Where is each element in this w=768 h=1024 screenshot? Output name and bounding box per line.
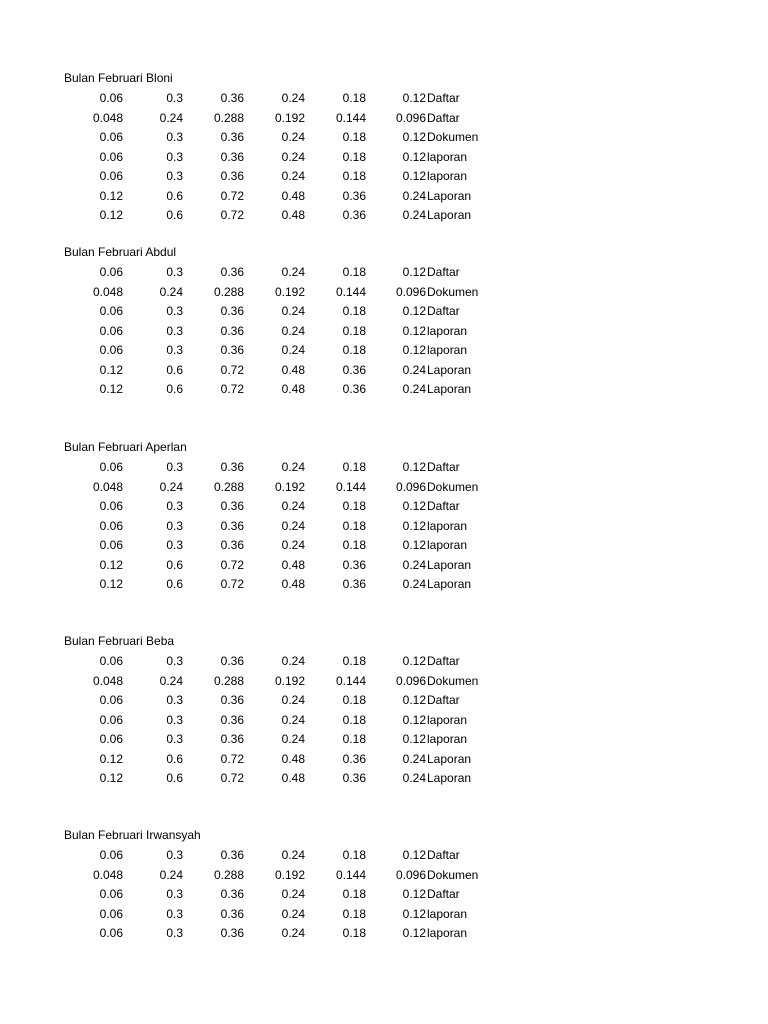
value-cell[interactable]: 0.12: [402, 848, 426, 862]
value-cell[interactable]: 0.288: [213, 284, 244, 299]
table-row: [0, 206, 768, 225]
value-cell[interactable]: 0.6: [166, 382, 183, 396]
value-cell[interactable]: 0.24: [402, 771, 426, 785]
label-cell[interactable]: laporan: [427, 149, 468, 164]
table-row: [0, 711, 768, 730]
value-cell[interactable]: 0.6: [166, 557, 183, 572]
value-cell[interactable]: 0.18: [342, 265, 366, 279]
value-cell[interactable]: 0.24: [281, 732, 305, 746]
value-cell[interactable]: 0.096: [395, 284, 426, 299]
value-cell[interactable]: 0.6: [166, 577, 183, 591]
value-cell[interactable]: 0.288: [213, 673, 244, 688]
table-row: [0, 322, 768, 341]
value-cell[interactable]: 0.18: [342, 693, 366, 707]
value-cell[interactable]: 0.144: [335, 284, 366, 299]
value-cell[interactable]: 0.096: [395, 673, 426, 688]
value-cell[interactable]: 0.192: [274, 284, 305, 299]
value-cell[interactable]: 0.06: [99, 693, 123, 707]
value-cell[interactable]: 0.36: [220, 732, 244, 746]
value-cell[interactable]: 0.3: [166, 693, 183, 707]
value-cell[interactable]: 0.24: [402, 208, 426, 222]
value-cell[interactable]: 0.6: [166, 208, 183, 222]
value-cell[interactable]: 0.24: [159, 284, 183, 299]
value-cell[interactable]: 0.24: [281, 460, 305, 474]
label-cell[interactable]: Daftar: [427, 654, 460, 668]
value-cell[interactable]: 0.048: [92, 479, 123, 494]
value-cell[interactable]: 0.36: [220, 169, 244, 183]
value-cell[interactable]: 0.12: [402, 693, 426, 707]
value-cell[interactable]: 0.6: [166, 771, 183, 785]
value-cell[interactable]: 0.12: [402, 91, 426, 105]
table-row: [0, 148, 768, 167]
value-cell[interactable]: 0.3: [166, 499, 183, 513]
value-cell[interactable]: 0.12: [99, 771, 123, 785]
value-cell[interactable]: 0.12: [402, 538, 426, 552]
table-row: [0, 536, 768, 555]
value-cell[interactable]: 0.24: [402, 557, 426, 572]
table-row: [0, 283, 768, 302]
value-cell[interactable]: 0.12: [99, 382, 123, 396]
label-cell[interactable]: laporan: [427, 538, 468, 552]
table-row: [0, 109, 768, 128]
value-cell[interactable]: 0.12: [99, 208, 123, 222]
value-cell[interactable]: 0.048: [92, 867, 123, 882]
table-row: [0, 341, 768, 360]
value-cell[interactable]: 0.18: [342, 169, 366, 183]
table-row: [0, 672, 768, 691]
label-cell[interactable]: Laporan: [427, 208, 472, 222]
value-cell[interactable]: 0.048: [92, 284, 123, 299]
value-cell[interactable]: 0.18: [342, 654, 366, 668]
value-cell[interactable]: 0.18: [342, 926, 366, 940]
table-row: [0, 885, 768, 904]
table-row: [0, 517, 768, 536]
value-cell[interactable]: 0.12: [402, 732, 426, 746]
value-cell[interactable]: 0.3: [166, 149, 183, 164]
label-cell[interactable]: Daftar: [427, 693, 460, 707]
value-cell[interactable]: 0.36: [220, 304, 244, 318]
value-cell[interactable]: 0.24: [281, 149, 305, 164]
value-cell[interactable]: 0.06: [99, 91, 123, 105]
value-cell[interactable]: 0.192: [274, 110, 305, 125]
value-cell[interactable]: 0.144: [335, 673, 366, 688]
value-cell[interactable]: 0.36: [220, 712, 244, 727]
label-cell[interactable]: laporan: [427, 712, 468, 727]
value-cell[interactable]: 0.18: [342, 518, 366, 533]
value-cell[interactable]: 0.36: [220, 848, 244, 862]
value-cell[interactable]: 0.36: [220, 926, 244, 940]
value-cell[interactable]: 0.06: [99, 499, 123, 513]
value-cell[interactable]: 0.72: [220, 362, 244, 377]
value-cell[interactable]: 0.12: [402, 323, 426, 338]
value-cell[interactable]: 0.3: [166, 169, 183, 183]
value-cell[interactable]: 0.288: [213, 110, 244, 125]
value-cell[interactable]: 0.144: [335, 479, 366, 494]
table-row: [0, 730, 768, 749]
value-cell[interactable]: 0.18: [342, 887, 366, 901]
value-cell[interactable]: 0.12: [402, 169, 426, 183]
label-cell[interactable]: Laporan: [427, 382, 472, 396]
value-cell[interactable]: 0.3: [166, 732, 183, 746]
value-cell[interactable]: 0.6: [166, 362, 183, 377]
label-cell[interactable]: laporan: [427, 323, 468, 338]
value-cell[interactable]: 0.36: [220, 887, 244, 901]
value-cell[interactable]: 0.096: [395, 479, 426, 494]
value-cell[interactable]: 0.06: [99, 323, 123, 338]
label-cell[interactable]: laporan: [427, 518, 468, 533]
label-cell[interactable]: laporan: [427, 169, 468, 183]
value-cell[interactable]: 0.06: [99, 712, 123, 727]
value-cell[interactable]: 0.3: [166, 654, 183, 668]
value-cell[interactable]: 0.06: [99, 169, 123, 183]
table-row: [0, 263, 768, 282]
label-cell[interactable]: Daftar: [427, 110, 460, 125]
value-cell[interactable]: 0.24: [402, 577, 426, 591]
value-cell[interactable]: 0.12: [402, 926, 426, 940]
value-cell[interactable]: 0.48: [281, 188, 305, 203]
value-cell[interactable]: 0.24: [281, 304, 305, 318]
table-row: [0, 866, 768, 885]
table-row: [0, 905, 768, 924]
value-cell[interactable]: 0.36: [342, 751, 366, 766]
label-cell[interactable]: Laporan: [427, 577, 472, 591]
value-cell[interactable]: 0.48: [281, 577, 305, 591]
value-cell[interactable]: 0.12: [99, 557, 123, 572]
value-cell[interactable]: 0.192: [274, 867, 305, 882]
value-cell[interactable]: 0.3: [166, 887, 183, 901]
value-cell[interactable]: 0.36: [220, 265, 244, 279]
value-cell[interactable]: 0.36: [220, 149, 244, 164]
value-cell[interactable]: 0.12: [402, 712, 426, 727]
value-cell[interactable]: 0.36: [220, 323, 244, 338]
value-cell[interactable]: 0.6: [166, 751, 183, 766]
value-cell[interactable]: 0.24: [402, 382, 426, 396]
value-cell[interactable]: 0.288: [213, 867, 244, 882]
value-cell[interactable]: 0.18: [342, 712, 366, 727]
value-cell[interactable]: 0.24: [281, 265, 305, 279]
value-cell[interactable]: 0.48: [281, 557, 305, 572]
value-cell[interactable]: 0.12: [402, 149, 426, 164]
table-row: [0, 89, 768, 108]
value-cell[interactable]: 0.24: [281, 518, 305, 533]
value-cell[interactable]: 0.36: [342, 362, 366, 377]
value-cell[interactable]: 0.24: [281, 906, 305, 921]
value-cell[interactable]: 0.36: [220, 518, 244, 533]
value-cell[interactable]: 0.18: [342, 460, 366, 474]
value-cell[interactable]: 0.12: [402, 887, 426, 901]
value-cell[interactable]: 0.12: [402, 518, 426, 533]
value-cell[interactable]: 0.18: [342, 304, 366, 318]
value-cell[interactable]: 0.12: [402, 265, 426, 279]
value-cell[interactable]: 0.24: [159, 479, 183, 494]
value-cell[interactable]: 0.144: [335, 867, 366, 882]
value-cell[interactable]: 0.3: [166, 518, 183, 533]
value-cell[interactable]: 0.06: [99, 343, 123, 357]
value-cell[interactable]: 0.36: [220, 130, 244, 144]
value-cell[interactable]: 0.36: [220, 460, 244, 474]
value-cell[interactable]: 0.096: [395, 867, 426, 882]
value-cell[interactable]: 0.36: [342, 577, 366, 591]
value-cell[interactable]: 0.24: [281, 169, 305, 183]
table-row: [0, 575, 768, 594]
table-row: [0, 478, 768, 497]
value-cell[interactable]: 0.24: [281, 654, 305, 668]
label-cell[interactable]: Daftar: [427, 304, 460, 318]
value-cell[interactable]: 0.24: [159, 110, 183, 125]
value-cell[interactable]: 0.144: [335, 110, 366, 125]
label-cell[interactable]: Laporan: [427, 188, 472, 203]
value-cell[interactable]: 0.72: [220, 771, 244, 785]
value-cell[interactable]: 0.096: [395, 110, 426, 125]
value-cell[interactable]: 0.18: [342, 149, 366, 164]
section-title[interactable]: Bulan Februari Abdul: [64, 245, 177, 259]
value-cell[interactable]: 0.06: [99, 130, 123, 144]
value-cell[interactable]: 0.6: [166, 188, 183, 203]
value-cell[interactable]: 0.12: [99, 362, 123, 377]
value-cell[interactable]: 0.06: [99, 538, 123, 552]
value-cell[interactable]: 0.72: [220, 557, 244, 572]
value-cell[interactable]: 0.36: [220, 906, 244, 921]
label-cell[interactable]: Laporan: [427, 771, 472, 785]
value-cell[interactable]: 0.24: [402, 751, 426, 766]
value-cell[interactable]: 0.3: [166, 538, 183, 552]
value-cell[interactable]: 0.12: [402, 460, 426, 474]
label-cell[interactable]: Daftar: [427, 265, 460, 279]
label-cell[interactable]: Dokumen: [427, 130, 479, 144]
value-cell[interactable]: 0.06: [99, 149, 123, 164]
table-row: [0, 187, 768, 206]
value-cell[interactable]: 0.24: [402, 362, 426, 377]
value-cell[interactable]: 0.48: [281, 362, 305, 377]
value-cell[interactable]: 0.36: [220, 654, 244, 668]
value-cell[interactable]: 0.24: [281, 693, 305, 707]
value-cell[interactable]: 0.06: [99, 654, 123, 668]
value-cell[interactable]: 0.3: [166, 130, 183, 144]
section-title[interactable]: Bulan Februari Irwansyah: [64, 828, 201, 842]
value-cell[interactable]: 0.06: [99, 518, 123, 533]
label-cell[interactable]: Laporan: [427, 362, 472, 377]
table-row: [0, 361, 768, 380]
value-cell[interactable]: 0.24: [281, 130, 305, 144]
value-cell[interactable]: 0.24: [402, 188, 426, 203]
value-cell[interactable]: 0.18: [342, 906, 366, 921]
label-cell[interactable]: Daftar: [427, 887, 460, 901]
value-cell[interactable]: 0.18: [342, 130, 366, 144]
value-cell[interactable]: 0.3: [166, 343, 183, 357]
table-row: [0, 458, 768, 477]
value-cell[interactable]: 0.48: [281, 771, 305, 785]
value-cell[interactable]: 0.3: [166, 712, 183, 727]
table-row: [0, 652, 768, 671]
value-cell[interactable]: 0.36: [342, 557, 366, 572]
value-cell[interactable]: 0.3: [166, 265, 183, 279]
label-cell[interactable]: laporan: [427, 906, 468, 921]
value-cell[interactable]: 0.048: [92, 673, 123, 688]
value-cell[interactable]: 0.192: [274, 673, 305, 688]
label-cell[interactable]: Daftar: [427, 460, 460, 474]
value-cell[interactable]: 0.06: [99, 460, 123, 474]
value-cell[interactable]: 0.12: [402, 906, 426, 921]
label-cell[interactable]: laporan: [427, 343, 468, 357]
value-cell[interactable]: 0.36: [342, 208, 366, 222]
value-cell[interactable]: 0.36: [220, 538, 244, 552]
value-cell[interactable]: 0.48: [281, 751, 305, 766]
label-cell[interactable]: Daftar: [427, 848, 460, 862]
value-cell[interactable]: 0.3: [166, 304, 183, 318]
value-cell[interactable]: 0.24: [281, 887, 305, 901]
table-row: [0, 924, 768, 943]
section-title[interactable]: Bulan Februari Bloni: [64, 71, 173, 85]
value-cell[interactable]: 0.24: [281, 538, 305, 552]
value-cell[interactable]: 0.18: [342, 848, 366, 862]
table-row: [0, 556, 768, 575]
value-cell[interactable]: 0.24: [281, 499, 305, 513]
value-cell[interactable]: 0.24: [281, 91, 305, 105]
section-title[interactable]: Bulan Februari Beba: [64, 634, 175, 648]
table-row: [0, 769, 768, 788]
value-cell[interactable]: 0.06: [99, 732, 123, 746]
value-cell[interactable]: 0.12: [402, 499, 426, 513]
table-row: [0, 128, 768, 147]
value-cell[interactable]: 0.12: [402, 130, 426, 144]
value-cell[interactable]: 0.72: [220, 577, 244, 591]
value-cell[interactable]: 0.06: [99, 265, 123, 279]
value-cell[interactable]: 0.18: [342, 343, 366, 357]
label-cell[interactable]: laporan: [427, 926, 468, 940]
label-cell[interactable]: Dokumen: [427, 867, 479, 882]
value-cell[interactable]: 0.48: [281, 208, 305, 222]
value-cell[interactable]: 0.24: [281, 343, 305, 357]
table-row: [0, 846, 768, 865]
value-cell[interactable]: 0.18: [342, 499, 366, 513]
value-cell[interactable]: 0.3: [166, 926, 183, 940]
value-cell[interactable]: 0.12: [402, 343, 426, 357]
value-cell[interactable]: 0.06: [99, 887, 123, 901]
value-cell[interactable]: 0.36: [220, 499, 244, 513]
value-cell[interactable]: 0.3: [166, 906, 183, 921]
value-cell[interactable]: 0.24: [281, 926, 305, 940]
value-cell[interactable]: 0.288: [213, 479, 244, 494]
value-cell[interactable]: 0.06: [99, 848, 123, 862]
value-cell[interactable]: 0.24: [281, 848, 305, 862]
label-cell[interactable]: Dokumen: [427, 479, 479, 494]
value-cell[interactable]: 0.24: [281, 712, 305, 727]
value-cell[interactable]: 0.36: [220, 91, 244, 105]
table-row: [0, 380, 768, 399]
label-cell[interactable]: Daftar: [427, 499, 460, 513]
value-cell[interactable]: 0.18: [342, 323, 366, 338]
value-cell[interactable]: 0.18: [342, 732, 366, 746]
label-cell[interactable]: Daftar: [427, 91, 460, 105]
value-cell[interactable]: 0.12: [402, 654, 426, 668]
value-cell[interactable]: 0.24: [159, 673, 183, 688]
label-cell[interactable]: Dokumen: [427, 673, 479, 688]
value-cell[interactable]: 0.72: [220, 751, 244, 766]
value-cell[interactable]: 0.36: [220, 343, 244, 357]
value-cell[interactable]: 0.06: [99, 304, 123, 318]
label-cell[interactable]: laporan: [427, 732, 468, 746]
value-cell[interactable]: 0.72: [220, 188, 244, 203]
value-cell[interactable]: 0.18: [342, 91, 366, 105]
value-cell[interactable]: 0.12: [99, 188, 123, 203]
value-cell[interactable]: 0.3: [166, 460, 183, 474]
label-cell[interactable]: Dokumen: [427, 284, 479, 299]
table-row: [0, 497, 768, 516]
table-row: [0, 167, 768, 186]
value-cell[interactable]: 0.3: [166, 91, 183, 105]
value-cell[interactable]: 0.36: [342, 771, 366, 785]
value-cell[interactable]: 0.36: [220, 693, 244, 707]
label-cell[interactable]: Laporan: [427, 557, 472, 572]
value-cell[interactable]: 0.36: [342, 382, 366, 396]
table-row: [0, 750, 768, 769]
value-cell[interactable]: 0.24: [159, 867, 183, 882]
table-row: [0, 302, 768, 321]
label-cell[interactable]: Laporan: [427, 751, 472, 766]
value-cell[interactable]: 0.12: [99, 577, 123, 591]
value-cell[interactable]: 0.06: [99, 906, 123, 921]
value-cell[interactable]: 0.12: [99, 751, 123, 766]
value-cell[interactable]: 0.36: [342, 188, 366, 203]
value-cell[interactable]: 0.048: [92, 110, 123, 125]
section-title[interactable]: Bulan Februari Aperlan: [64, 440, 187, 454]
value-cell[interactable]: 0.72: [220, 382, 244, 396]
value-cell[interactable]: 0.3: [166, 323, 183, 338]
value-cell[interactable]: 0.48: [281, 382, 305, 396]
table-row: [0, 691, 768, 710]
value-cell[interactable]: 0.12: [402, 304, 426, 318]
value-cell[interactable]: 0.192: [274, 479, 305, 494]
value-cell[interactable]: 0.24: [281, 323, 305, 338]
value-cell[interactable]: 0.72: [220, 208, 244, 222]
value-cell[interactable]: 0.06: [99, 926, 123, 940]
value-cell[interactable]: 0.18: [342, 538, 366, 552]
value-cell[interactable]: 0.3: [166, 848, 183, 862]
